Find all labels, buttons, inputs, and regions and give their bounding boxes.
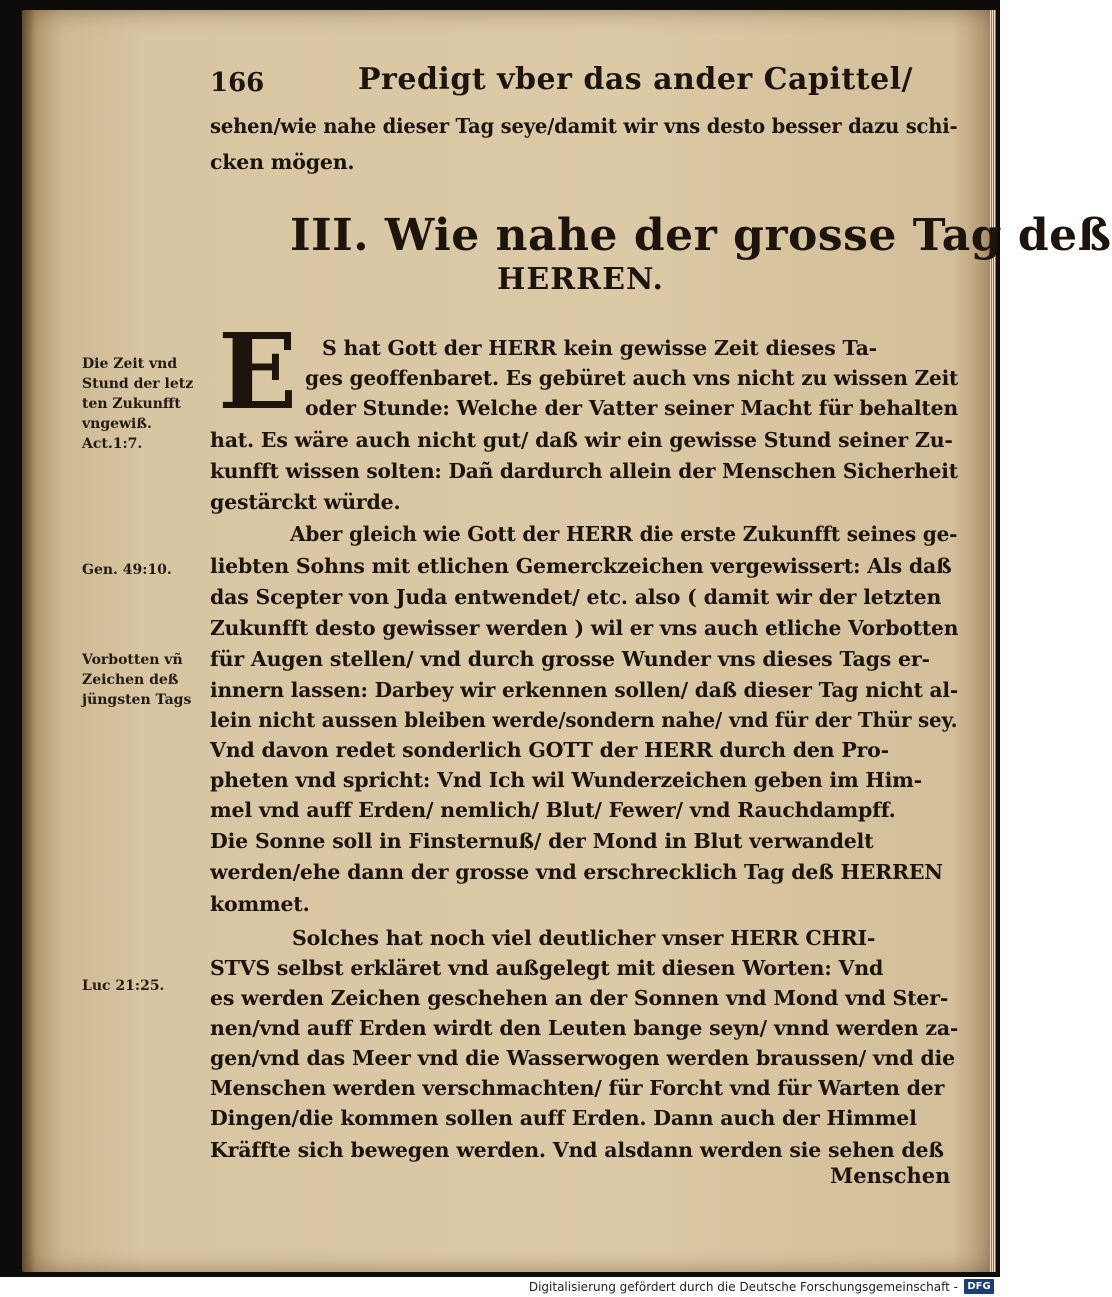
text-line: lein nicht aussen bleiben werde/sondern nahe/ vnd für der Thür sey. bbox=[210, 708, 958, 732]
text-line: cken mögen. bbox=[210, 150, 355, 174]
marginal-note-line: vngewiß. bbox=[82, 416, 152, 432]
marginal-note-line: Vorbotten vñ bbox=[82, 652, 183, 668]
text-line: Die Sonne soll in Finsternuß/ der Mond in Blut verwandelt bbox=[210, 829, 874, 853]
text-line: pheten vnd spricht: Vnd Ich wil Wunderzeichen geben im Him- bbox=[210, 768, 922, 792]
text-line: kunfft wissen solten: Dañ dardurch allein der Menschen Sicherheit bbox=[210, 459, 958, 483]
text-line: nen/vnd auff Erden wirdt den Leuten bange seyn/ vnnd werden za- bbox=[210, 1016, 959, 1040]
catchword: Menschen bbox=[830, 1163, 951, 1188]
section-subheading: HERREN. bbox=[497, 262, 664, 297]
text-line: Menschen werden verschmachten/ für Forcht vnd für Warten der bbox=[210, 1076, 945, 1100]
marginal-note-line: Die Zeit vnd bbox=[82, 356, 178, 372]
funding-credit: Digitalisierung gefördert durch die Deutsche Forschungsgemeinschaft - bbox=[528, 1280, 958, 1294]
text-line: liebten Sohns mit etlichen Gemerckzeichen vergewissert: Als daß bbox=[210, 554, 952, 578]
marginal-note-line: ten Zukunfft bbox=[82, 396, 181, 412]
text-line: STVS selbst erkläret vnd außgelegt mit diesen Worten: Vnd bbox=[210, 956, 884, 980]
drop-cap: E bbox=[218, 310, 298, 433]
text-line: gen/vnd das Meer vnd die Wasserwogen werden braussen/ vnd die bbox=[210, 1046, 955, 1070]
text-line: Kräffte sich bewegen werden. Vnd alsdann werden sie sehen deß bbox=[210, 1138, 944, 1162]
footer-bar bbox=[0, 1277, 1000, 1297]
text-line: kommet. bbox=[210, 892, 310, 916]
text-line: Dingen/die kommen sollen auff Erden. Dann auch der Himmel bbox=[210, 1106, 917, 1130]
marginal-note bbox=[82, 560, 172, 580]
section-heading: III. Wie nahe der grosse Tag deß bbox=[290, 210, 1112, 261]
text-line: Vnd davon redet sonderlich GOTT der HERR durch den Pro- bbox=[210, 738, 889, 762]
text-line: S hat Gott der HERR kein gewisse Zeit dieses Ta- bbox=[322, 336, 877, 360]
marginal-note-line: Zeichen deß bbox=[82, 672, 179, 688]
page-number: 166 bbox=[210, 68, 265, 98]
text-line: innern lassen: Darbey wir erkennen sollen/ daß dieser Tag nicht al- bbox=[210, 678, 959, 702]
page-edge bbox=[990, 10, 996, 1272]
text-line: ges geoffenbaret. Es gebüret auch vns nicht zu wissen Zeit bbox=[305, 366, 959, 390]
marginal-note-line: Gen. 49:10. bbox=[82, 562, 172, 578]
text-line: Zukunfft desto gewisser werden ) wil er vns auch etliche Vorbotten bbox=[210, 616, 959, 640]
marginal-note-line: Luc 21:25. bbox=[82, 978, 165, 994]
text-line: sehen/wie nahe dieser Tag seye/damit wir vns desto besser dazu schi- bbox=[210, 114, 958, 138]
marginal-note bbox=[82, 650, 191, 710]
text-line: werden/ehe dann der grosse vnd erschrecklich Tag deß HERREN bbox=[210, 860, 943, 884]
text-line: oder Stunde: Welche der Vatter seiner Macht für behalten bbox=[305, 396, 958, 420]
text-line: es werden Zeichen geschehen an der Sonnen vnd Mond vnd Ster- bbox=[210, 986, 949, 1010]
marginal-note-line: Stund der letz bbox=[82, 376, 194, 392]
text-line: Aber gleich wie Gott der HERR die erste Zukunfft seines ge- bbox=[290, 522, 958, 546]
marginal-note-line: Act.1:7. bbox=[82, 436, 143, 452]
text-line: mel vnd auff Erden/ nemlich/ Blut/ Fewer/ vnd Rauchdampff. bbox=[210, 798, 896, 822]
text-line: das Scepter von Juda entwendet/ etc. also ( damit wir der letzten bbox=[210, 585, 942, 609]
running-title: Predigt vber das ander Capittel/ bbox=[358, 62, 914, 97]
dfg-logo: DFG bbox=[964, 1279, 994, 1294]
text-line: für Augen stellen/ vnd durch grosse Wunder vns dieses Tags er- bbox=[210, 647, 930, 671]
text-line: hat. Es wäre auch nicht gut/ daß wir ein gewisse Stund seiner Zu- bbox=[210, 428, 953, 452]
marginal-note bbox=[82, 976, 164, 996]
marginal-note bbox=[82, 354, 193, 454]
text-line: gestärckt würde. bbox=[210, 490, 401, 514]
marginal-note-line: jüngsten Tags bbox=[82, 692, 192, 708]
text-line: Solches hat noch viel deutlicher vnser HERR CHRI- bbox=[292, 926, 876, 950]
